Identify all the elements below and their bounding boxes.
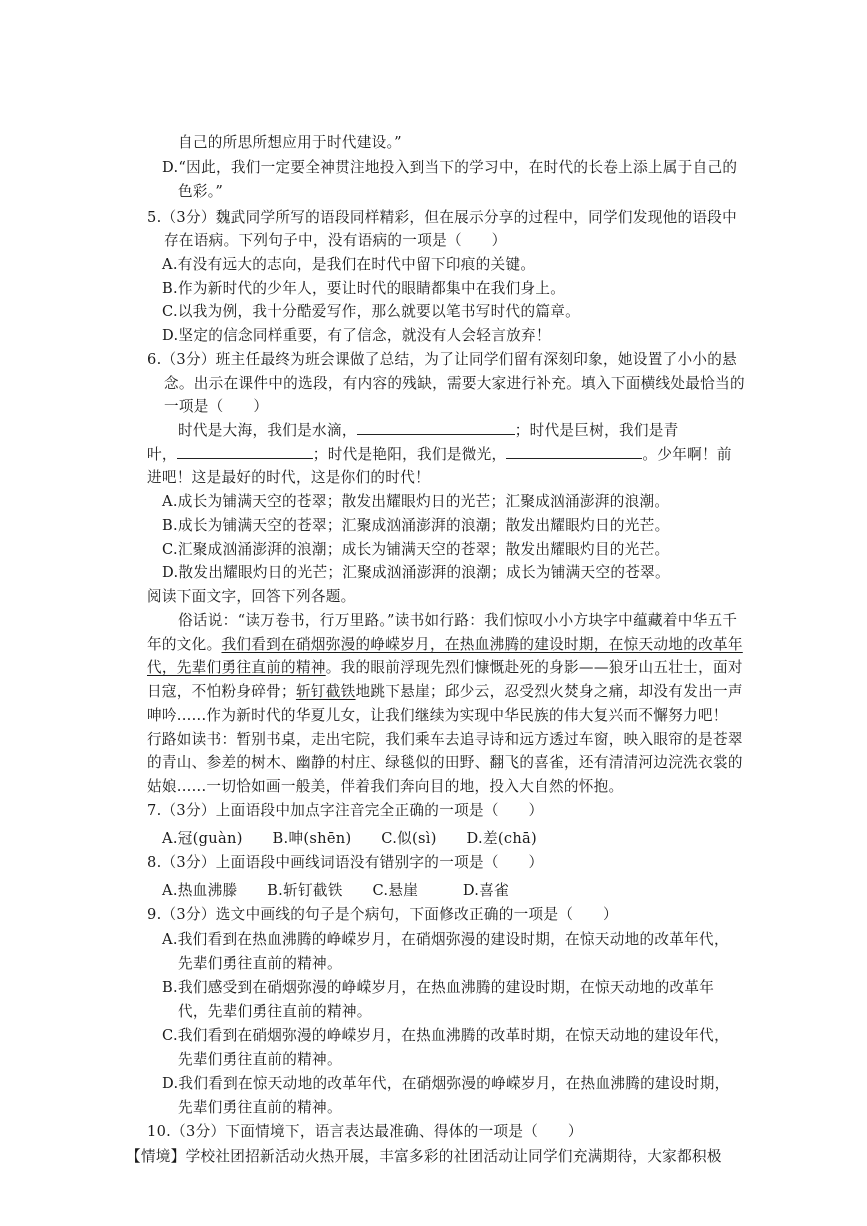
- q5-option-c: C.以我为例，我十分酷爱写作，那么就要以笔书写时代的篇章。: [162, 303, 581, 320]
- q7-options: A.冠(guàn) B.呻(shēn) C.似(sì) D.差(chā): [162, 830, 538, 847]
- reading-line-4: 日寇，不怕粉身碎骨；斩钉截铁地跳下悬崖；邱少云，忍受烈火焚身之痛，却没有发出一声: [147, 683, 743, 700]
- q9-option-d-cont: 先辈们勇往直前的精神。: [178, 1099, 342, 1116]
- fill-blank-1[interactable]: [357, 420, 515, 435]
- q9-option-a-cont: 先辈们勇往直前的精神。: [178, 955, 342, 972]
- reading-instruction: 阅读下面文字，回答下列各题。: [147, 588, 356, 605]
- q9-option-b-cont: 代，先辈们勇往直前的精神。: [178, 1003, 372, 1020]
- reading-line-8: 姑娘......一切恰如画一般美，伴着我们奔向目的地，投入大自然的怀抱。: [147, 778, 624, 795]
- q9-option-c: C.我们看到在硝烟弥漫的峥嵘岁月，在热血沸腾的改革时期，在惊天动地的建设年代，: [162, 1027, 729, 1044]
- q8-options: A.热血沸滕 B.斩钉截铁 C.悬崖 D.喜雀: [162, 882, 510, 899]
- q5-stem-cont: 存在语病。下列句子中，没有语病的一项是（ ）: [164, 232, 507, 249]
- reading-line-7: 的青山、参差的树木、幽静的村庄、绿毯似的田野、翻飞的喜雀，还有清清河边浣洗衣裳的: [147, 754, 743, 771]
- q7-stem: 7.（3分）上面语段中加点字注音完全正确的一项是（ ）: [147, 802, 544, 819]
- q6-stem-end: 一项是（ ）: [164, 398, 269, 415]
- q10-context: 【情境】学校社团招新活动火热开展，丰富多彩的社团活动让同学们充满期待，大家都积极: [126, 1148, 722, 1165]
- q9-stem: 9.（3分）选文中画线的句子是个病句，下面修改正确的一项是（ ）: [147, 906, 618, 923]
- reading-line-6: 行路如读书：暂别书桌，走出宅院，我们乘车去追寻诗和远方透过车窗，映入眼帘的是苍翠: [147, 731, 743, 748]
- q9-option-d: D.我们看到在惊天动地的改革年代，在硝烟弥漫的峥嵘岁月，在热血沸腾的建设时期，: [162, 1075, 730, 1092]
- q5-option-d: D.坚定的信念同样重要，有了信念，就没有人会轻言放弃！: [162, 327, 551, 344]
- q5-stem: 5.（3分）魏武同学所写的语段同样精彩，但在展示分享的过程中，同学们发现他的语段中: [147, 209, 738, 226]
- fill-blank-3[interactable]: [506, 444, 642, 459]
- prev-option-c-end: 自己的所思所想应用于时代建设。”: [178, 134, 402, 151]
- q10-stem: 10.（3分）下面情境下，语言表达最准确、得体的一项是（ ）: [147, 1123, 583, 1140]
- prev-option-d-end: 色彩。”: [178, 183, 224, 200]
- reading-line-5: 呻吟......作为新时代的华夏儿女，让我们继续为实现中华民族的伟大复兴而不懈努力吧！: [147, 707, 728, 724]
- reading-line-1: 俗话说：“读万卷书，行万里路。”读书如行路：我们惊叹小小方块字中蕴藏着中华五千: [178, 612, 738, 629]
- q6-passage-line3: 进吧！这是最好的时代，这是你们的时代！: [147, 469, 430, 486]
- q6-passage-line1: 时代是大海，我们是水滴， ；时代是巨树，我们是青: [178, 422, 679, 439]
- q9-option-a: A.我们看到在热血沸腾的峥嵘岁月，在硝烟弥漫的建设时期，在惊天动地的改革年代，: [162, 931, 729, 948]
- q6-option-d: D.散发出耀眼灼日的光芒；汇聚成汹涌澎湃的浪潮；成长为铺满天空的苍翠。: [162, 564, 670, 581]
- fill-blank-2[interactable]: [177, 444, 313, 459]
- underlined-sentence-part2: 代，先辈们勇往直前的精神: [147, 659, 326, 676]
- q8-stem: 8.（3分）上面语段中画线词语没有错别字的一项是（ ）: [147, 854, 544, 871]
- underlined-word: 斩钉截铁: [295, 683, 356, 700]
- prev-option-d: D.“因此，我们一定要全神贯注地投入到当下的学习中，在时代的长卷上添上属于自己的: [162, 159, 738, 176]
- q6-stem-cont: 念。出示在课件中的选段，有内容的残缺，需要大家进行补充。填入下面横线处最恰当的: [164, 375, 745, 392]
- reading-line-2: 年的文化。我们看到在硝烟弥漫的峥嵘岁月，在热血沸腾的建设时期，在惊天动地的改革年: [147, 636, 743, 653]
- q5-option-b: B.作为新时代的少年人，要让时代的眼睛都集中在我们身上。: [162, 280, 566, 297]
- q6-option-b: B.成长为铺满天空的苍翠；汇聚成汹涌澎湃的浪潮；散发出耀眼灼日的光芒。: [162, 517, 670, 534]
- q6-stem: 6.（3分）班主任最终为班会课做了总结，为了让同学们留有深刻印象，她设置了小小的悬: [147, 351, 738, 368]
- reading-line-3: 代，先辈们勇往直前的精神。我的眼前浮现先烈们慷慨赴死的身影——狼牙山五壮士，面对: [147, 659, 743, 676]
- q9-option-b: B.我们感受到在硝烟弥漫的峥嵘岁月，在热血沸腾的建设时期，在惊天动地的改革年: [162, 979, 715, 996]
- q6-passage-line2: 叶， ；时代是艳阳，我们是微光， 。少年啊！前: [147, 446, 732, 463]
- q6-option-c: C.汇聚成汹涌澎湃的浪潮；成长为铺满天空的苍翠；散发出耀眼灼目的光芒。: [162, 541, 670, 558]
- q9-option-c-cont: 先辈们勇往直前的精神。: [178, 1051, 342, 1068]
- underlined-sentence-part1: 我们看到在硝烟弥漫的峥嵘岁月，在热血沸腾的建设时期，在惊天动地的改革年: [221, 636, 743, 653]
- q5-option-a: A.有没有远大的志向，是我们在时代中留下印痕的关键。: [162, 256, 536, 273]
- q6-option-a: A.成长为铺满天空的苍翠；散发出耀眼灼日的光芒；汇聚成汹涌澎湃的浪潮。: [162, 493, 670, 510]
